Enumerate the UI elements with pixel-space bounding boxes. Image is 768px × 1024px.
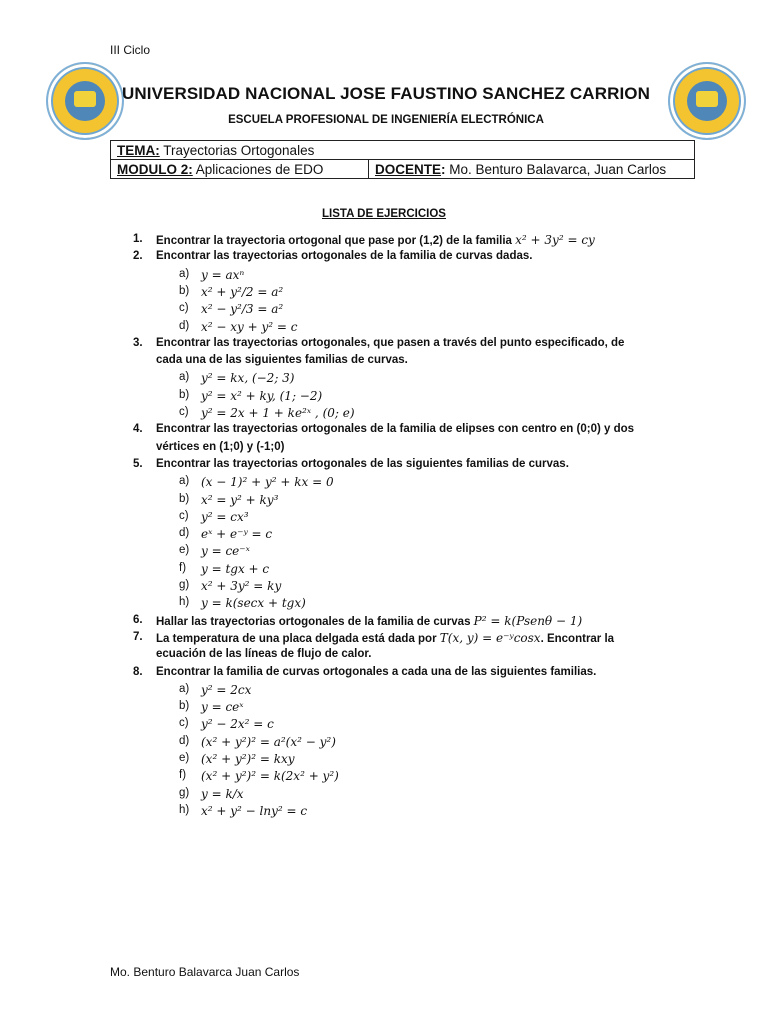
sub-exercise-letter: c): [179, 302, 189, 315]
exercise-number: 5.: [133, 457, 143, 470]
sub-exercise-equation: y² = cx³: [201, 509, 249, 524]
exercise-text: Encontrar la familia de curvas ortogonales a cada una de las siguientes familias.: [156, 665, 597, 678]
exercise-text: Encontrar las trayectorias ortogonales, que pasen a través del punto especificado, de: [156, 336, 625, 349]
module-value: Aplicaciones de EDO: [192, 161, 324, 177]
sub-exercise-letter: h): [179, 803, 190, 816]
exercise-text: Encontrar las trayectorias ortogonales de la familia de elipses con centro en (0;0) y dos: [156, 423, 635, 436]
exercise-list-title: LISTA DE EJERCICIOS: [322, 208, 446, 220]
sub-exercise-letter: h): [179, 596, 190, 609]
sub-exercise-equation: y = ceˣ: [201, 700, 244, 715]
exercise-text: cada una de las siguientes familias de curvas.: [156, 354, 408, 367]
sub-exercise-equation: x² = y² + ky³: [201, 492, 279, 507]
teacher-cell: [369, 160, 695, 179]
sub-exercise-letter: a): [179, 682, 190, 695]
sub-exercise-letter: e): [179, 544, 190, 557]
university-seal-left: [46, 62, 124, 140]
sub-exercise-letter: e): [179, 752, 190, 764]
sub-exercise-equation: y = axⁿ: [201, 267, 245, 282]
teacher-label: DOCENTE: [375, 161, 442, 177]
course-info-table: [110, 140, 695, 179]
exercise-number: 8.: [133, 665, 143, 678]
exercise-number: 2.: [133, 250, 143, 263]
sub-exercise-equation: y² = 2x + 1 + ke²ˣ , (0; e): [201, 406, 355, 420]
sub-exercise-letter: f): [179, 769, 187, 782]
exercise-equation: x² + 3y² = cy: [515, 233, 595, 247]
sub-exercise-equation: y = ce⁻ˣ: [201, 544, 250, 559]
exercise-equation: P² = k(Psenθ − 1): [473, 613, 583, 628]
sub-exercise-equation: x² + y² − lny² = c: [201, 803, 308, 818]
module-cell: [111, 160, 369, 179]
exercise-text-continued: . Encontrar la: [540, 632, 615, 645]
sub-exercise-letter: a): [179, 475, 190, 488]
exercise-text: Encontrar las trayectorias ortogonales de la familia de curvas dadas.: [156, 250, 533, 263]
university-seal-right: [668, 62, 746, 140]
sub-exercise-letter: c): [179, 509, 189, 522]
sub-exercise-equation: x² − xy + y² = c: [201, 319, 298, 334]
sub-exercise-equation: y² − 2x² = c: [201, 717, 274, 732]
sub-exercise-equation: y = k(secx + tgx): [201, 596, 306, 611]
sub-exercise-letter: f): [179, 561, 187, 574]
exercise-text: vértices en (1;0) y (-1;0): [156, 440, 285, 453]
exercise-number: 4.: [133, 423, 143, 436]
sub-exercise-letter: b): [179, 492, 190, 505]
exercise-text: Hallar las trayectorias ortogonales de la familia de curvas: [156, 615, 474, 628]
teacher-value: Mo. Benturo Balavarca, Juan Carlos: [445, 161, 667, 177]
sub-exercise-equation: x² + y²/2 = a²: [201, 284, 284, 299]
module-label: MODULO 2:: [117, 161, 193, 177]
sub-exercise-letter: b): [179, 700, 190, 713]
sub-exercise-letter: b): [179, 284, 190, 297]
sub-exercise-letter: d): [179, 734, 190, 747]
exercise-number: 3.: [133, 336, 143, 349]
sub-exercise-equation: (x² + y²)² = k(2x² + y²): [201, 769, 339, 784]
exercise-text: La temperatura de una placa delgada está dada por: [156, 632, 440, 645]
sub-exercise-letter: d): [179, 527, 190, 540]
exercise-text: Encontrar las trayectorias ortogonales de las siguientes familias de curvas.: [156, 457, 569, 470]
sub-exercise-equation: eˣ + e⁻ʸ = c: [201, 527, 273, 542]
university-name: UNIVERSIDAD NACIONAL JOSE FAUSTINO SANCHEZ CARRION: [122, 84, 650, 103]
sub-exercise-equation: x² + 3y² = ky: [201, 579, 282, 593]
exercise-number: 7.: [133, 630, 143, 643]
sub-exercise-letter: a): [179, 371, 190, 384]
sub-exercise-equation: (x² + y²)² = a²(x² − y²): [201, 734, 336, 749]
sub-exercise-equation: y = tgx + c: [201, 561, 270, 576]
topic-cell: [111, 141, 695, 160]
exercise-text: ecuación de las líneas de flujo de calor.: [156, 648, 372, 661]
sub-exercise-equation: y² = x² + ky, (1; −2): [201, 388, 323, 403]
sub-exercise-letter: c): [179, 717, 189, 730]
sub-exercise-letter: b): [179, 388, 190, 401]
sub-exercise-letter: a): [179, 267, 190, 280]
sub-exercise-equation: (x − 1)² + y² + kx = 0: [201, 475, 334, 490]
exercise-number: 6.: [133, 613, 143, 626]
teacher-colon: :: [441, 161, 446, 177]
sub-exercise-letter: g): [179, 786, 190, 799]
sub-exercise-equation: x² − y²/3 = a²: [201, 302, 284, 317]
exercise-text: Encontrar la trayectoria ortogonal que pase por (1,2) de la familia: [156, 235, 516, 247]
sub-exercise-letter: g): [179, 579, 190, 591]
sub-exercise-letter: d): [179, 319, 190, 332]
sub-exercise-letter: c): [179, 406, 189, 418]
exercise-equation: T(x, y) = e⁻ʸcosx: [439, 630, 541, 645]
topic-value: Trayectorias Ortogonales: [159, 142, 315, 158]
footer-author: Mo. Benturo Balavarca Juan Carlos: [110, 965, 300, 979]
school-name: ESCUELA PROFESIONAL DE INGENIERÍA ELECTRÓNICA: [228, 114, 544, 126]
sub-exercise-equation: y = k/x: [201, 786, 244, 801]
sub-exercise-equation: (x² + y²)² = kxy: [201, 752, 295, 766]
sub-exercise-equation: y² = kx, (−2; 3): [201, 371, 295, 386]
topic-label: TEMA:: [117, 142, 160, 158]
course-cycle: III Ciclo: [110, 43, 151, 57]
sub-exercise-equation: y² = 2cx: [201, 682, 252, 697]
exercise-number: 1.: [133, 233, 143, 245]
